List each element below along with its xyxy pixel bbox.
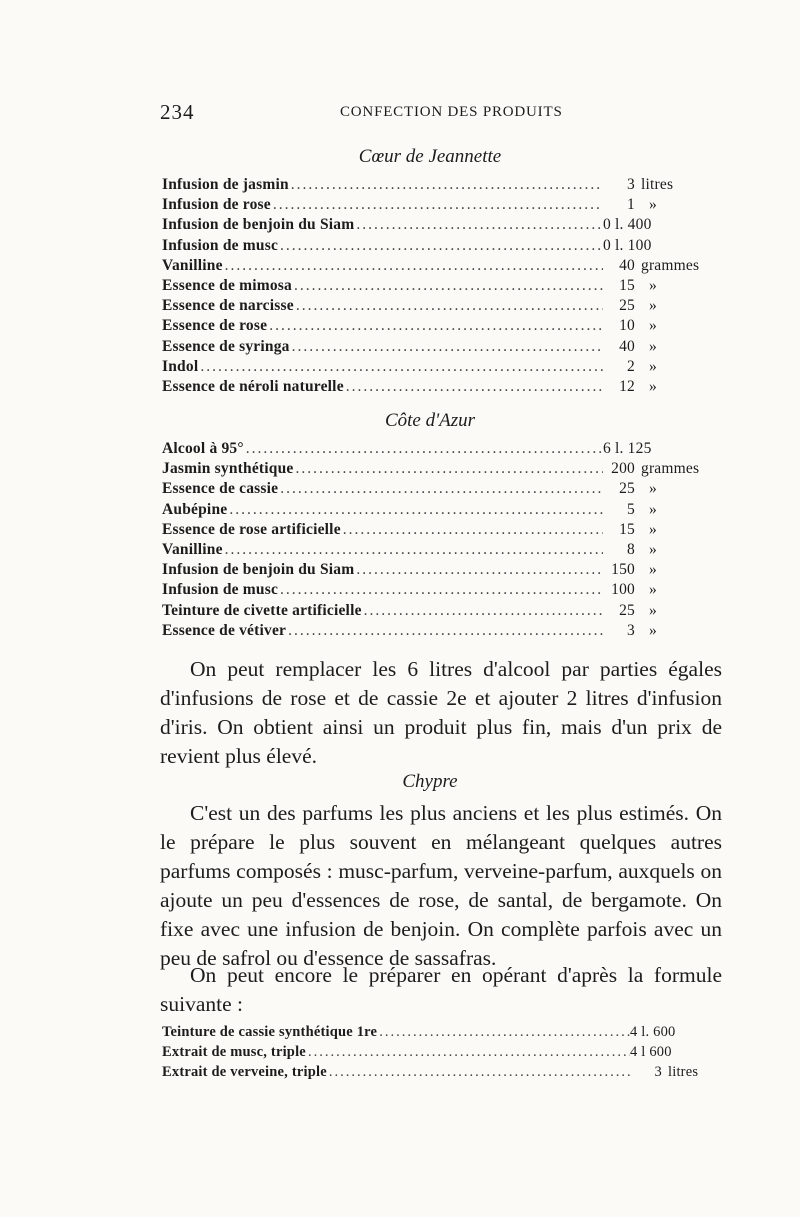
quantity-value: 0 l. 100 xyxy=(603,236,652,254)
recipe-row xyxy=(162,1044,742,1064)
quantity-unit: grammes xyxy=(641,460,700,478)
quantity-unit: » xyxy=(649,480,657,498)
ingredient-quantity xyxy=(630,1064,742,1081)
recipe-row xyxy=(162,581,742,601)
recipe-row xyxy=(162,501,742,521)
ingredient-name: Teinture de civette artificielle xyxy=(162,601,362,619)
dot-leader xyxy=(200,358,603,376)
recipe-row xyxy=(162,338,742,358)
dot-leader xyxy=(343,521,603,539)
ingredient-quantity xyxy=(603,196,742,214)
paragraph-text: C'est un des parfums les plus anciens et les plus estimés. On le prépare le plus souvent en mélangeant quelques autres parfums composés : musc-parfum, verveine-parfum, auxquels on ajoute un peu d'essences de rose, de santal, de bergamote. On fixe avec une infusion de benjoin. On complète parfois avec un peu de safrol ou d'essence de sassafras. xyxy=(160,801,722,970)
dot-leader xyxy=(296,460,604,478)
quantity-unit: grammes xyxy=(641,256,700,274)
paragraph-chypre-description xyxy=(160,799,722,973)
dot-leader xyxy=(225,257,603,275)
dot-leader xyxy=(308,1044,630,1061)
quantity-value: 3 xyxy=(627,621,635,639)
quantity-unit: litres xyxy=(641,176,674,193)
quantity-value: 12 xyxy=(619,377,635,395)
quantity-unit: » xyxy=(649,337,657,355)
ingredient-quantity xyxy=(603,277,742,295)
section-title-coeur-de-jeannette: Cœur de Jeannette xyxy=(358,146,502,167)
quantity-unit: » xyxy=(649,500,657,518)
ingredient-name: Essence de mimosa xyxy=(162,276,292,294)
ingredient-name: Aubépine xyxy=(162,500,228,518)
recipe-row xyxy=(162,378,742,398)
ingredient-name: Alcool à 95° xyxy=(162,440,244,457)
ingredient-name: Essence de syringa xyxy=(162,337,290,355)
quantity-unit: » xyxy=(649,297,657,315)
quantity-value: 1 xyxy=(627,196,635,214)
ingredient-quantity xyxy=(603,237,742,255)
recipe-row xyxy=(162,196,742,216)
quantity-value: 25 xyxy=(619,297,635,315)
quantity-value: 4 l 600 xyxy=(630,1044,672,1060)
recipe-row xyxy=(162,541,742,561)
dot-leader xyxy=(288,622,603,640)
recipe-row xyxy=(162,277,742,297)
quantity-unit: » xyxy=(649,561,657,579)
quantity-value: 4 l. 600 xyxy=(630,1024,676,1040)
dot-leader xyxy=(294,277,603,295)
paragraph-text: On peut encore le préparer en opérant d'après la formule suivante : xyxy=(160,963,722,1016)
dot-leader xyxy=(280,581,603,599)
ingredient-quantity xyxy=(630,1024,742,1041)
dot-leader xyxy=(269,317,603,335)
quantity-value: 40 xyxy=(619,337,635,355)
ingredient-quantity xyxy=(603,176,742,194)
ingredient-name: Vanilline xyxy=(162,540,223,558)
paragraph-chypre-formule xyxy=(160,961,722,1019)
dot-leader xyxy=(273,196,603,214)
ingredient-quantity xyxy=(603,297,742,315)
page-number: 234 xyxy=(160,100,195,124)
ingredient-name: Extrait de musc, triple xyxy=(162,1044,306,1060)
recipe-row xyxy=(162,521,742,541)
ingredient-name: Infusion de benjoin du Siam xyxy=(162,216,355,234)
recipe-row xyxy=(162,176,742,196)
quantity-value: 200 xyxy=(611,460,635,478)
page-header xyxy=(160,100,720,124)
quantity-value: 2 xyxy=(627,357,635,375)
recipe-row xyxy=(162,1024,742,1044)
ingredient-name: Infusion de musc xyxy=(162,581,279,599)
quantity-value: 3 xyxy=(627,176,635,193)
recipe-cote-d-azur xyxy=(162,440,742,642)
quantity-unit: » xyxy=(649,540,657,558)
quantity-unit: » xyxy=(649,601,657,619)
ingredient-quantity xyxy=(603,378,742,396)
quantity-value: 0 l. 400 xyxy=(603,216,652,234)
recipe-row xyxy=(162,317,742,337)
ingredient-name: Essence de vétiver xyxy=(162,621,287,639)
dot-leader xyxy=(246,440,603,458)
ingredient-name: Infusion de jasmin xyxy=(162,176,289,193)
quantity-unit: » xyxy=(649,377,657,395)
ingredient-name: Infusion de musc xyxy=(162,236,279,254)
recipe-row xyxy=(162,297,742,317)
paragraph-remplacer xyxy=(160,655,722,771)
ingredient-name: Indol xyxy=(162,357,199,375)
quantity-unit: litres xyxy=(668,1064,699,1080)
ingredient-name: Essence de rose xyxy=(162,317,268,335)
quantity-value: 25 xyxy=(619,601,635,619)
ingredient-quantity xyxy=(603,216,742,234)
dot-leader xyxy=(364,602,603,620)
ingredient-name: Essence de cassie xyxy=(162,480,279,498)
recipe-row xyxy=(162,602,742,622)
recipe-coeur-de-jeannette xyxy=(162,176,742,398)
quantity-value: 40 xyxy=(619,256,635,274)
quantity-value: 6 l. 125 xyxy=(603,440,652,457)
recipe-row xyxy=(162,358,742,378)
quantity-unit: » xyxy=(649,196,657,214)
ingredient-name: Vanilline xyxy=(162,256,223,274)
recipe-row xyxy=(162,440,742,460)
quantity-value: 15 xyxy=(619,276,635,294)
recipe-row xyxy=(162,1064,742,1084)
quantity-value: 5 xyxy=(627,500,635,518)
quantity-value: 25 xyxy=(619,480,635,498)
ingredient-name: Infusion de benjoin du Siam xyxy=(162,561,355,579)
quantity-unit: » xyxy=(649,581,657,599)
quantity-unit: » xyxy=(649,317,657,335)
ingredient-quantity xyxy=(603,541,742,559)
ingredient-name: Extrait de verveine, triple xyxy=(162,1064,327,1080)
quantity-unit: » xyxy=(649,276,657,294)
recipe-chypre xyxy=(162,1024,742,1084)
ingredient-quantity xyxy=(603,622,742,640)
ingredient-quantity xyxy=(603,358,742,376)
dot-leader xyxy=(291,176,603,194)
recipe-row xyxy=(162,257,742,277)
dot-leader xyxy=(296,297,603,315)
ingredient-name: Teinture de cassie synthétique 1re xyxy=(162,1024,378,1040)
ingredient-quantity xyxy=(603,480,742,498)
quantity-value: 10 xyxy=(619,317,635,335)
quantity-unit: » xyxy=(649,621,657,639)
recipe-row xyxy=(162,216,742,236)
dot-leader xyxy=(225,541,603,559)
recipe-row xyxy=(162,237,742,257)
ingredient-quantity xyxy=(603,521,742,539)
ingredient-quantity xyxy=(603,440,742,458)
ingredient-quantity xyxy=(603,561,742,579)
recipe-row xyxy=(162,622,742,642)
ingredient-name: Essence de rose artificielle xyxy=(162,520,341,538)
dot-leader xyxy=(280,237,603,255)
dot-leader xyxy=(379,1024,630,1041)
ingredient-quantity xyxy=(630,1044,742,1061)
ingredient-quantity xyxy=(603,460,742,478)
section-title-cote-d-azur: Côte d'Azur xyxy=(384,410,476,431)
ingredient-name: Essence de narcisse xyxy=(162,297,294,315)
dot-leader xyxy=(346,378,603,396)
dot-leader xyxy=(356,561,603,579)
ingredient-quantity xyxy=(603,581,742,599)
recipe-row xyxy=(162,460,742,480)
ingredient-quantity xyxy=(603,602,742,620)
quantity-value: 15 xyxy=(619,520,635,538)
ingredient-quantity xyxy=(603,338,742,356)
paragraph-text: On peut remplacer les 6 litres d'alcool par parties égales d'infusions de rose et de cassie 2e et ajouter 2 litres d'infusion d'iris. On obtient ainsi un produit plus fin, mais d'un prix de revient plus élevé. xyxy=(160,657,722,768)
dot-leader xyxy=(356,216,603,234)
quantity-value: 3 xyxy=(654,1064,662,1080)
quantity-unit: » xyxy=(649,520,657,538)
quantity-value: 8 xyxy=(627,540,635,558)
dot-leader xyxy=(329,1064,630,1081)
recipe-row xyxy=(162,480,742,500)
section-title-chypre: Chypre xyxy=(402,771,458,792)
ingredient-name: Essence de néroli naturelle xyxy=(162,377,344,395)
quantity-value: 100 xyxy=(611,581,635,599)
dot-leader xyxy=(229,501,603,519)
dot-leader xyxy=(280,480,603,498)
running-title: CONFECTION DES PRODUITS xyxy=(340,104,563,120)
quantity-unit: » xyxy=(649,357,657,375)
recipe-row xyxy=(162,561,742,581)
ingredient-quantity xyxy=(603,317,742,335)
ingredient-name: Infusion de rose xyxy=(162,196,271,214)
ingredient-name: Jasmin synthétique xyxy=(162,460,294,478)
quantity-value: 150 xyxy=(611,561,635,579)
ingredient-quantity xyxy=(603,257,742,275)
ingredient-quantity xyxy=(603,501,742,519)
dot-leader xyxy=(292,338,603,356)
